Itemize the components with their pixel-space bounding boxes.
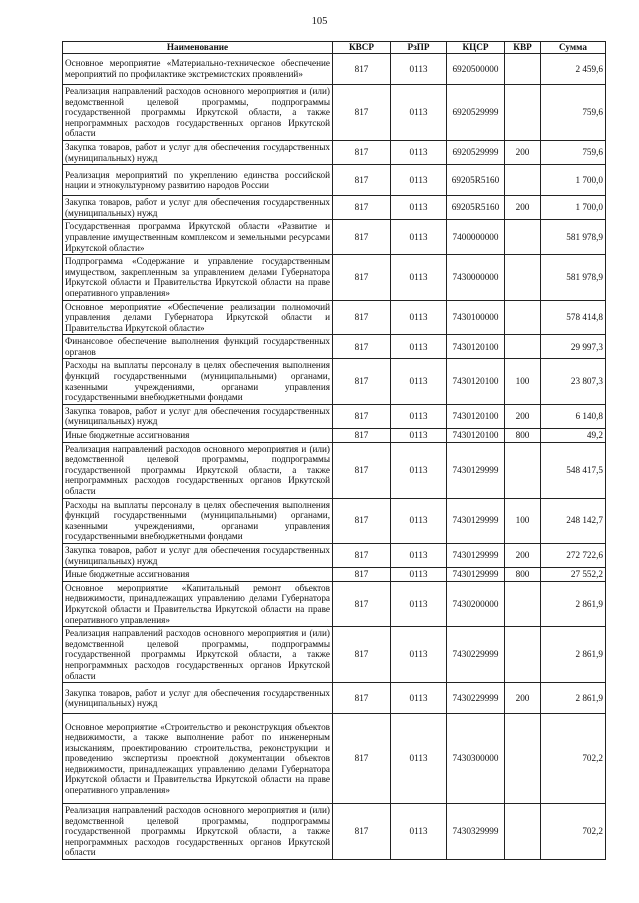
row-sum: 2 861,9: [541, 627, 606, 683]
row-name: Закупка товаров, работ и услуг для обеспечения государственных (муниципальных) нужд: [63, 140, 333, 164]
row-rzpr: 0113: [391, 255, 447, 300]
row-kvr: 200: [505, 543, 541, 567]
table-row: [63, 335, 606, 359]
table-row: [63, 165, 606, 196]
header-name: Наименование: [63, 42, 333, 54]
row-name: Реализация направлений расходов основного мероприятия и (или) ведомственной целевой программы, подпрограммы государственной программы Иркутской области, а также непрограммных расходов государственных органов Иркутской области: [63, 85, 333, 141]
row-kvr: [505, 804, 541, 860]
row-kcsr: 6920500000: [447, 54, 505, 85]
row-sum: 29 997,3: [541, 335, 606, 359]
row-kvr: [505, 54, 541, 85]
row-kvsr: 817: [333, 498, 391, 543]
row-kvsr: 817: [333, 543, 391, 567]
table-row: [63, 300, 606, 335]
row-sum: 702,2: [541, 714, 606, 804]
row-kvr: [505, 581, 541, 626]
row-sum: 548 417,5: [541, 442, 606, 498]
table-row: [63, 140, 606, 164]
row-sum: 581 978,9: [541, 255, 606, 300]
row-name: Подпрограмма «Содержание и управление государственным имуществом, закрепленным за управлением делами Губернатора Иркутской области и Правительства Иркутской области на праве оперативного управления»: [63, 255, 333, 300]
row-name: Закупка товаров, работ и услуг для обеспечения государственных (муниципальных) нужд: [63, 404, 333, 428]
row-kcsr: 7430100000: [447, 300, 505, 335]
row-rzpr: 0113: [391, 627, 447, 683]
table-header-row: [63, 42, 606, 54]
row-kcsr: 7430120100: [447, 335, 505, 359]
row-kvsr: 817: [333, 404, 391, 428]
row-kcsr: 7430129999: [447, 568, 505, 582]
row-kcsr: 6920529999: [447, 140, 505, 164]
row-kvsr: 817: [333, 335, 391, 359]
row-name: Реализация направлений расходов основного мероприятия и (или) ведомственной целевой программы, подпрограммы государственной программы Иркутской области, а также непрограммных расходов государственных органов Иркутской области: [63, 804, 333, 860]
table-row: [63, 429, 606, 443]
table-row: [63, 714, 606, 804]
row-kcsr: 7430000000: [447, 255, 505, 300]
page-number: 105: [311, 16, 328, 27]
table-row: [63, 54, 606, 85]
row-rzpr: 0113: [391, 581, 447, 626]
table-row: [63, 627, 606, 683]
row-kvsr: 817: [333, 442, 391, 498]
row-kcsr: 7430229999: [447, 627, 505, 683]
row-kvr: [505, 442, 541, 498]
row-name: Финансовое обеспечение выполнения функций государственных органов: [63, 335, 333, 359]
row-kvr: [505, 300, 541, 335]
row-kcsr: 7400000000: [447, 220, 505, 255]
row-name: Иные бюджетные ассигнования: [63, 429, 333, 443]
row-kvr: 200: [505, 683, 541, 714]
table-row: [63, 543, 606, 567]
row-rzpr: 0113: [391, 300, 447, 335]
row-name: Реализация направлений расходов основного мероприятия и (или) ведомственной целевой программы, подпрограммы государственной программы Иркутской области, а также непрограммных расходов государственных органов Иркутской области: [63, 442, 333, 498]
row-name: Основное мероприятие «Строительство и реконструкция объектов недвижимости, а также выполнение работ по инженерным изысканиям, проектированию строительства, реконструкции и проведению экспертизы проектной документации объектов недвижимости, принадлежащих управлению делами Губернатора Иркутской области и Правительства Иркутской области на праве оперативного управления»: [63, 714, 333, 804]
table-row: [63, 196, 606, 220]
row-sum: 702,2: [541, 804, 606, 860]
table-row: [63, 683, 606, 714]
row-kvsr: 817: [333, 300, 391, 335]
table-row: [63, 568, 606, 582]
row-kvsr: 817: [333, 165, 391, 196]
row-rzpr: 0113: [391, 140, 447, 164]
row-kcsr: 7430120100: [447, 429, 505, 443]
row-name: Расходы на выплаты персоналу в целях обеспечения выполнения функций государственными (муниципальными) органами, казенными учреждениями, органами управления государственными внебюджетными фондами: [63, 498, 333, 543]
row-sum: 248 142,7: [541, 498, 606, 543]
row-rzpr: 0113: [391, 165, 447, 196]
row-kcsr: 7430129999: [447, 543, 505, 567]
row-kvr: [505, 85, 541, 141]
row-rzpr: 0113: [391, 683, 447, 714]
row-name: Закупка товаров, работ и услуг для обеспечения государственных (муниципальных) нужд: [63, 543, 333, 567]
row-rzpr: 0113: [391, 220, 447, 255]
row-kvsr: 817: [333, 359, 391, 404]
row-rzpr: 0113: [391, 429, 447, 443]
row-sum: 759,6: [541, 140, 606, 164]
row-kvsr: 817: [333, 581, 391, 626]
row-kvr: 100: [505, 498, 541, 543]
row-name: Основное мероприятие «Обеспечение реализации полномочий управления делами Губернатора Иркутской области и Правительства Иркутской области»: [63, 300, 333, 335]
row-kvsr: 817: [333, 714, 391, 804]
row-kvsr: 817: [333, 196, 391, 220]
row-kvsr: 817: [333, 683, 391, 714]
row-name: Государственная программа Иркутской области «Развитие и управление имущественным комплексом и земельными ресурсами Иркутской области»: [63, 220, 333, 255]
row-name: Расходы на выплаты персоналу в целях обеспечения выполнения функций государственными (муниципальными) органами, казенными учреждениями, органами управления государственными внебюджетными фондами: [63, 359, 333, 404]
row-rzpr: 0113: [391, 335, 447, 359]
row-sum: 1 700,0: [541, 196, 606, 220]
row-kvsr: 817: [333, 568, 391, 582]
row-rzpr: 0113: [391, 404, 447, 428]
row-sum: 581 978,9: [541, 220, 606, 255]
row-rzpr: 0113: [391, 498, 447, 543]
row-sum: 578 414,8: [541, 300, 606, 335]
row-kvr: 800: [505, 568, 541, 582]
row-kcsr: 7430129999: [447, 442, 505, 498]
row-kvsr: 817: [333, 627, 391, 683]
row-rzpr: 0113: [391, 359, 447, 404]
row-rzpr: 0113: [391, 196, 447, 220]
row-kvr: 200: [505, 404, 541, 428]
row-name: Иные бюджетные ассигнования: [63, 568, 333, 582]
header-rzpr: РзПР: [391, 42, 447, 54]
row-name: Закупка товаров, работ и услуг для обеспечения государственных (муниципальных) нужд: [63, 196, 333, 220]
row-kcsr: 69205R5160: [447, 165, 505, 196]
row-kvsr: 817: [333, 85, 391, 141]
table-row: [63, 220, 606, 255]
row-kvsr: 817: [333, 429, 391, 443]
row-kvr: 200: [505, 140, 541, 164]
row-kvsr: 817: [333, 140, 391, 164]
row-sum: 2 861,9: [541, 581, 606, 626]
row-rzpr: 0113: [391, 714, 447, 804]
row-kvsr: 817: [333, 220, 391, 255]
row-kcsr: 7430120100: [447, 404, 505, 428]
table-row: [63, 404, 606, 428]
row-kcsr: 7430300000: [447, 714, 505, 804]
row-kcsr: 69205R5160: [447, 196, 505, 220]
table-row: [63, 359, 606, 404]
table-row: [63, 498, 606, 543]
row-kvsr: 817: [333, 255, 391, 300]
row-name: Реализация направлений расходов основного мероприятия и (или) ведомственной целевой программы, подпрограммы государственной программы Иркутской области, а также непрограммных расходов государственных органов Иркутской области: [63, 627, 333, 683]
row-sum: 1 700,0: [541, 165, 606, 196]
row-kcsr: 7430229999: [447, 683, 505, 714]
table-row: [63, 804, 606, 860]
row-sum: 2 861,9: [541, 683, 606, 714]
row-kvr: 800: [505, 429, 541, 443]
row-sum: 49,2: [541, 429, 606, 443]
row-kvsr: 817: [333, 804, 391, 860]
row-kvr: 100: [505, 359, 541, 404]
row-kcsr: 7430120100: [447, 359, 505, 404]
table-row: [63, 255, 606, 300]
row-kvr: [505, 165, 541, 196]
row-sum: 6 140,8: [541, 404, 606, 428]
row-name: Основное мероприятие «Капитальный ремонт объектов недвижимости, принадлежащих управлению делами Губернатора Иркутской области и Правительства Иркутской области на праве оперативного управления»: [63, 581, 333, 626]
row-rzpr: 0113: [391, 543, 447, 567]
header-kcsr: КЦСР: [447, 42, 505, 54]
row-sum: 759,6: [541, 85, 606, 141]
row-rzpr: 0113: [391, 85, 447, 141]
row-kcsr: 7430329999: [447, 804, 505, 860]
header-kvr: КВР: [505, 42, 541, 54]
row-kcsr: 7430200000: [447, 581, 505, 626]
row-kcsr: 7430129999: [447, 498, 505, 543]
row-sum: 27 552,2: [541, 568, 606, 582]
row-name: Реализация мероприятий по укреплению единства российской нации и этнокультурному развитию народов России: [63, 165, 333, 196]
row-name: Закупка товаров, работ и услуг для обеспечения государственных (муниципальных) нужд: [63, 683, 333, 714]
row-sum: 2 459,6: [541, 54, 606, 85]
row-name: Основное мероприятие «Материально-техническое обеспечение мероприятий по профилактике экстремистских проявлений»: [63, 54, 333, 85]
budget-table: [62, 41, 606, 860]
row-rzpr: 0113: [391, 54, 447, 85]
row-rzpr: 0113: [391, 804, 447, 860]
row-kvr: [505, 220, 541, 255]
row-rzpr: 0113: [391, 442, 447, 498]
row-kvr: [505, 335, 541, 359]
row-kvr: 200: [505, 196, 541, 220]
table-row: [63, 581, 606, 626]
row-sum: 23 807,3: [541, 359, 606, 404]
row-rzpr: 0113: [391, 568, 447, 582]
row-sum: 272 722,6: [541, 543, 606, 567]
row-kcsr: 6920529999: [447, 85, 505, 141]
header-sum: Сумма: [541, 42, 606, 54]
table-row: [63, 442, 606, 498]
table-row: [63, 85, 606, 141]
row-kvr: [505, 627, 541, 683]
header-kvsr: КВСР: [333, 42, 391, 54]
row-kvsr: 817: [333, 54, 391, 85]
row-kvr: [505, 714, 541, 804]
row-kvr: [505, 255, 541, 300]
